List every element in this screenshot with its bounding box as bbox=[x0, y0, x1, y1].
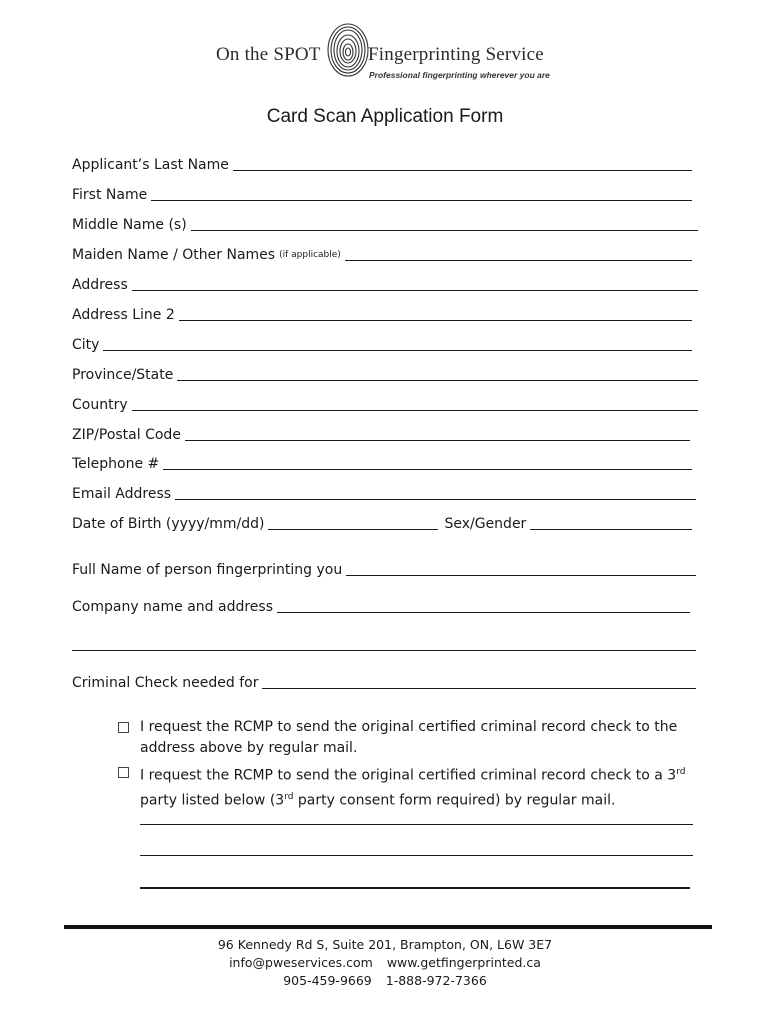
brand-name-left: On the SPOT bbox=[216, 44, 321, 65]
maiden-name-row bbox=[72, 244, 692, 264]
fingerprinter-row bbox=[72, 559, 696, 579]
address-label: Address bbox=[72, 277, 128, 293]
option1-text: I request the RCMP to send the original certified criminal record check to the address above by regular mail. bbox=[140, 719, 678, 756]
option1-checkbox[interactable] bbox=[118, 722, 129, 733]
email-row bbox=[72, 483, 696, 503]
brand-name-right: Fingerprinting Service bbox=[368, 44, 544, 65]
country-label: Country bbox=[72, 397, 128, 413]
criminal-check-label: Criminal Check needed for bbox=[72, 675, 259, 691]
tagline: Professional fingerprinting wherever you are bbox=[369, 70, 550, 80]
address2-row bbox=[72, 304, 692, 324]
form-title: Card Scan Application Form bbox=[266, 106, 504, 127]
third-party-line-3[interactable] bbox=[140, 887, 690, 889]
footer bbox=[0, 936, 770, 990]
address-field[interactable] bbox=[132, 290, 698, 291]
company-label: Company name and address bbox=[72, 599, 273, 615]
last-name-field[interactable] bbox=[233, 170, 692, 171]
zip-row bbox=[72, 424, 690, 444]
option-third-party bbox=[118, 762, 698, 811]
footer-phone-line bbox=[0, 972, 770, 990]
criminal-check-row bbox=[72, 672, 696, 692]
country-field[interactable] bbox=[132, 410, 698, 411]
third-party-line-1[interactable] bbox=[140, 824, 693, 825]
country-row bbox=[72, 394, 698, 414]
province-row bbox=[72, 364, 698, 384]
first-name-field[interactable] bbox=[151, 200, 692, 201]
option2-text: I request the RCMP to send the original certified criminal record check to a 3rd party listed below (3rd party consent form required) by regular mail. bbox=[140, 767, 686, 809]
fingerprinter-label: Full Name of person fingerprinting you bbox=[72, 562, 343, 578]
province-label: Province/State bbox=[72, 367, 174, 383]
first-name-row bbox=[72, 184, 692, 204]
province-field[interactable] bbox=[177, 380, 698, 381]
company-field[interactable] bbox=[277, 612, 690, 613]
middle-name-field[interactable] bbox=[191, 230, 698, 231]
company-row bbox=[72, 596, 690, 616]
telephone-row bbox=[72, 453, 692, 473]
email-label: Email Address bbox=[72, 486, 172, 502]
address-row bbox=[72, 274, 698, 294]
letterhead bbox=[0, 14, 770, 86]
footer-address: 96 Kennedy Rd S, Suite 201, Brampton, ON, L6W 3E7 bbox=[217, 937, 553, 952]
sex-label: Sex/Gender bbox=[444, 516, 527, 532]
footer-website[interactable]: www.getfingerprinted.ca bbox=[386, 955, 541, 970]
middle-name-row bbox=[72, 214, 698, 234]
maiden-name-label: Maiden Name / Other Names bbox=[72, 247, 276, 263]
company-field-line2[interactable] bbox=[72, 650, 696, 651]
company-line2-row bbox=[72, 634, 696, 654]
middle-name-label: Middle Name (s) bbox=[72, 217, 187, 233]
email-field[interactable] bbox=[175, 499, 696, 500]
criminal-check-field[interactable] bbox=[262, 688, 696, 689]
footer-contact-line bbox=[0, 954, 770, 972]
dob-sex-row bbox=[72, 513, 692, 533]
sex-field[interactable] bbox=[530, 529, 692, 530]
city-row bbox=[72, 334, 692, 354]
dob-label: Date of Birth (yyyy/mm/dd) bbox=[72, 516, 265, 532]
fingerprint-icon bbox=[326, 18, 370, 78]
maiden-name-field[interactable] bbox=[345, 260, 692, 261]
footer-divider bbox=[64, 925, 712, 929]
address2-field[interactable] bbox=[179, 320, 692, 321]
option-regular-mail bbox=[118, 717, 698, 759]
maiden-name-note: (if applicable) bbox=[279, 250, 341, 260]
footer-email[interactable]: info@pweservices.com bbox=[229, 955, 373, 970]
address2-label: Address Line 2 bbox=[72, 307, 175, 323]
zip-label: ZIP/Postal Code bbox=[72, 427, 181, 443]
last-name-label: Applicant’s Last Name bbox=[72, 157, 229, 173]
dob-field[interactable] bbox=[268, 529, 438, 530]
city-label: City bbox=[72, 337, 100, 353]
telephone-label: Telephone # bbox=[72, 456, 160, 472]
third-party-line-2[interactable] bbox=[140, 855, 693, 856]
city-field[interactable] bbox=[103, 350, 692, 351]
zip-field[interactable] bbox=[185, 440, 690, 441]
footer-phone: 905-459-9669 bbox=[283, 973, 372, 988]
footer-tollfree: 1-888-972-7366 bbox=[385, 973, 487, 988]
fingerprinter-field[interactable] bbox=[346, 575, 696, 576]
telephone-field[interactable] bbox=[163, 469, 692, 470]
last-name-row bbox=[72, 154, 692, 174]
first-name-label: First Name bbox=[72, 187, 148, 203]
option2-checkbox[interactable] bbox=[118, 767, 129, 778]
